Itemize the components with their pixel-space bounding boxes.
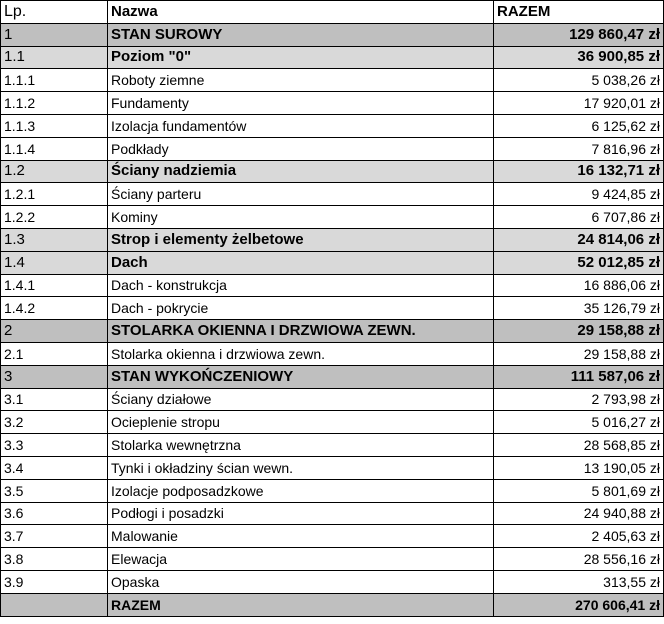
row-name: Podłogi i posadzki xyxy=(108,502,494,525)
row-name: Ocieplenie stropu xyxy=(108,411,494,434)
row-lp: 3 xyxy=(1,365,108,388)
row-lp: 1.4 xyxy=(1,251,108,274)
row-lp: 3.8 xyxy=(1,548,108,571)
table-row xyxy=(1,160,664,183)
row-name: Dach xyxy=(108,251,494,274)
row-name: Ściany działowe xyxy=(108,388,494,411)
table-row xyxy=(1,365,664,388)
total-lp xyxy=(1,593,108,616)
row-sum: 111 587,06 zł xyxy=(494,365,664,388)
table-row xyxy=(1,411,664,434)
row-lp: 1.4.2 xyxy=(1,297,108,320)
row-name: Ściany nadziemia xyxy=(108,160,494,183)
row-lp: 3.3 xyxy=(1,434,108,457)
row-lp: 1.2 xyxy=(1,160,108,183)
table-row xyxy=(1,183,664,206)
row-sum: 313,55 zł xyxy=(494,570,664,593)
row-lp: 1.4.1 xyxy=(1,274,108,297)
row-sum: 9 424,85 zł xyxy=(494,183,664,206)
row-lp: 3.9 xyxy=(1,570,108,593)
table-row xyxy=(1,570,664,593)
row-lp: 2.1 xyxy=(1,342,108,365)
row-sum: 2 405,63 zł xyxy=(494,525,664,548)
row-sum: 6 125,62 zł xyxy=(494,114,664,137)
total-sum: 270 606,41 zł xyxy=(494,593,664,616)
row-lp: 3.4 xyxy=(1,456,108,479)
row-sum: 5 038,26 zł xyxy=(494,69,664,92)
table-row xyxy=(1,342,664,365)
row-sum: 13 190,05 zł xyxy=(494,456,664,479)
table-row xyxy=(1,23,664,46)
row-sum: 5 016,27 zł xyxy=(494,411,664,434)
table-row xyxy=(1,274,664,297)
row-lp: 3.1 xyxy=(1,388,108,411)
row-sum: 129 860,47 zł xyxy=(494,23,664,46)
row-name: Tynki i okładziny ścian wewn. xyxy=(108,456,494,479)
row-name: Dach - pokrycie xyxy=(108,297,494,320)
row-lp: 1.1.3 xyxy=(1,114,108,137)
row-lp: 1.2.1 xyxy=(1,183,108,206)
table-row xyxy=(1,525,664,548)
row-sum: 24 940,88 zł xyxy=(494,502,664,525)
row-name: Poziom "0" xyxy=(108,46,494,69)
row-sum: 17 920,01 zł xyxy=(494,92,664,115)
row-name: Izolacje podposadzkowe xyxy=(108,479,494,502)
row-sum: 7 816,96 zł xyxy=(494,137,664,160)
table-row xyxy=(1,114,664,137)
row-lp: 3.6 xyxy=(1,502,108,525)
table-row xyxy=(1,206,664,229)
row-lp: 1.1.2 xyxy=(1,92,108,115)
table-row xyxy=(1,456,664,479)
row-sum: 2 793,98 zł xyxy=(494,388,664,411)
row-sum: 36 900,85 zł xyxy=(494,46,664,69)
table-row xyxy=(1,137,664,160)
row-name: Stolarka wewnętrzna xyxy=(108,434,494,457)
row-lp: 3.5 xyxy=(1,479,108,502)
row-lp: 3.2 xyxy=(1,411,108,434)
row-name: Dach - konstrukcja xyxy=(108,274,494,297)
row-lp: 1.3 xyxy=(1,228,108,251)
header-row xyxy=(1,1,664,24)
row-name: Ściany parteru xyxy=(108,183,494,206)
row-name: STAN WYKOŃCZENIOWY xyxy=(108,365,494,388)
row-name: Izolacja fundamentów xyxy=(108,114,494,137)
table-row xyxy=(1,69,664,92)
row-name: Kominy xyxy=(108,206,494,229)
row-lp: 1.1.4 xyxy=(1,137,108,160)
table-row xyxy=(1,320,664,343)
header-lp: Lp. xyxy=(1,1,108,24)
row-lp: 1 xyxy=(1,23,108,46)
row-name: Fundamenty xyxy=(108,92,494,115)
table-row xyxy=(1,251,664,274)
row-sum: 6 707,86 zł xyxy=(494,206,664,229)
table-row xyxy=(1,92,664,115)
header-name: Nazwa xyxy=(108,1,494,24)
table-row xyxy=(1,388,664,411)
row-lp: 1.2.2 xyxy=(1,206,108,229)
row-name: Elewacja xyxy=(108,548,494,571)
row-lp: 1.1.1 xyxy=(1,69,108,92)
row-sum: 24 814,06 zł xyxy=(494,228,664,251)
row-lp: 2 xyxy=(1,320,108,343)
table-row xyxy=(1,228,664,251)
row-name: STOLARKA OKIENNA I DRZWIOWA ZEWN. xyxy=(108,320,494,343)
table-row xyxy=(1,46,664,69)
row-lp: 1.1 xyxy=(1,46,108,69)
row-sum: 28 556,16 zł xyxy=(494,548,664,571)
table-row xyxy=(1,502,664,525)
row-lp: 3.7 xyxy=(1,525,108,548)
row-sum: 29 158,88 zł xyxy=(494,320,664,343)
row-name: Malowanie xyxy=(108,525,494,548)
row-sum: 35 126,79 zł xyxy=(494,297,664,320)
total-label: RAZEM xyxy=(108,593,494,616)
row-sum: 16 132,71 zł xyxy=(494,160,664,183)
row-sum: 16 886,06 zł xyxy=(494,274,664,297)
total-row xyxy=(1,593,664,616)
row-name: Strop i elementy żelbetowe xyxy=(108,228,494,251)
row-name: Roboty ziemne xyxy=(108,69,494,92)
row-name: Opaska xyxy=(108,570,494,593)
table-row xyxy=(1,434,664,457)
row-name: Stolarka okienna i drzwiowa zewn. xyxy=(108,342,494,365)
row-sum: 29 158,88 zł xyxy=(494,342,664,365)
row-sum: 5 801,69 zł xyxy=(494,479,664,502)
row-sum: 28 568,85 zł xyxy=(494,434,664,457)
row-sum: 52 012,85 zł xyxy=(494,251,664,274)
table-row xyxy=(1,297,664,320)
table-row xyxy=(1,548,664,571)
row-name: Podkłady xyxy=(108,137,494,160)
header-sum: RAZEM xyxy=(494,1,664,24)
table-row xyxy=(1,479,664,502)
row-name: STAN SUROWY xyxy=(108,23,494,46)
table-body xyxy=(1,23,664,593)
